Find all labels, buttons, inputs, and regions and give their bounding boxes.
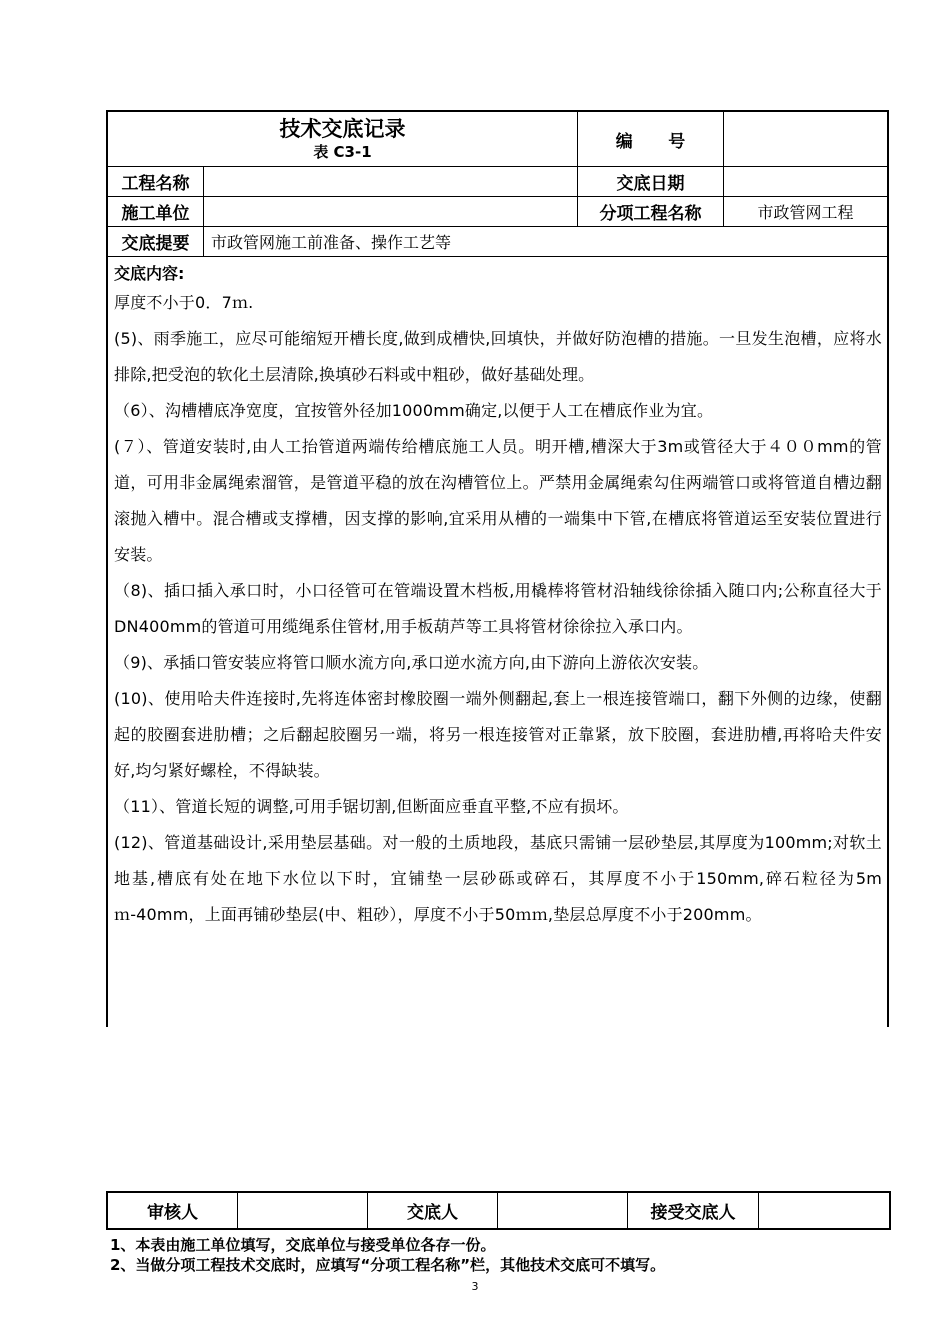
content-paragraph: （8)、插口插入承口时，小口径管可在管端设置木档板,用橇棒将管材沿轴线徐徐插入随口内;公称直径大于DN400mm的管道可用缆绳系住管材,用手板葫芦等工具将管材徐徐拉入承口内。 <box>114 581 882 636</box>
page-title: 技术交底记录 <box>279 117 406 141</box>
date-value[interactable] <box>724 167 887 196</box>
number-value[interactable] <box>724 112 887 166</box>
project-name-value[interactable] <box>208 167 577 196</box>
table-border-right <box>887 110 889 1027</box>
content-paragraph: (5)、雨季施工，应尽可能缩短开槽长度,做到成槽快,回填快，并做好防泡槽的措施。一旦发生泡槽，应将水排除,把受泡的软化土层清除,换填砂石料或中粗砂，做好基础处理。 <box>114 329 882 384</box>
footnote: 1、本表由施工单位填写，交底单位与接受单位各存一份。 <box>110 1236 496 1254</box>
contractor-label: 施工单位 <box>121 204 190 224</box>
content-paragraph: (７）、管道安装时,由人工抬管道两端传给槽底施工人员。明开槽,槽深大于3m或管径大于４００mm的管道，可用非金属绳索溜管，是管道平稳的放在沟槽管位上。严禁用金属绳索勾住两端管口或将管道自槽边翻滚抛入槽中。混合槽或支撑槽，因支撑的影响,宜采用从槽的一端集中下管,在槽底将管道运至安装位置进行安装。 <box>114 437 882 564</box>
subitem-value[interactable]: 市政管网工程 <box>757 203 854 222</box>
discloser-signature-field[interactable] <box>498 1193 627 1228</box>
content-paragraph: 厚度不小于0．7ｍ. <box>114 293 254 312</box>
receiver-signature-field[interactable] <box>759 1193 887 1228</box>
content-paragraph: (12)、管道基础设计,采用垫层基础。对一般的土质地段，基底只需铺一层砂垫层,其厚度为100mm;对软土地基,槽底有处在地下水位以下时，宜铺垫一层砂砾或碎石，其厚度不小于150mm,碎石粒径为5mｍ-40mm，上面再铺砂垫层(中、粗砂），厚度不小于50ｍｍ,垫层总厚度不小于200mm。 <box>114 833 882 924</box>
content-paragraph: （9)、承插口管安装应将管口顺水流方向,承口逆水流方向,由下游向上游依次安装。 <box>114 653 709 672</box>
reviewer-label: 审核人 <box>147 1203 198 1223</box>
subitem-label: 分项工程名称 <box>599 204 702 224</box>
contractor-value[interactable] <box>208 197 577 226</box>
footnote: 2、当做分项工程技术交底时，应填写“分项工程名称”栏，其他技术交底可不填写。 <box>110 1256 666 1274</box>
content-body <box>114 285 882 933</box>
content-paragraph: (10)、使用哈夫件连接时,先将连体密封橡胶圈一端外侧翻起,套上一根连接管端口，翻下外侧的边缘，使翻起的胶圈套进肋槽；之后翻起胶圈另一端，将另一根连接管对正靠紧，放下胶圈，套进肋槽,再将哈夫件安好,均匀紧好螺栓，不得缺装。 <box>114 689 882 780</box>
reviewer-signature-field[interactable] <box>238 1193 367 1228</box>
content-paragraph: （6）、沟槽槽底净宽度，宜按管外径加1000mm确定,以便于人工在槽底作业为宜。 <box>114 401 714 420</box>
form-code: 表 C3-1 <box>313 142 372 161</box>
project-name-label: 工程名称 <box>121 174 190 194</box>
receiver-label: 接受交底人 <box>650 1203 736 1223</box>
page-number: 3 <box>471 1279 479 1293</box>
summary-value[interactable]: 市政管网施工前准备、操作工艺等 <box>211 233 452 252</box>
number-label: 编 号 <box>615 131 686 152</box>
content-heading: 交底内容: <box>114 264 185 283</box>
date-label: 交底日期 <box>616 174 685 194</box>
discloser-label: 交底人 <box>407 1203 458 1223</box>
summary-label: 交底提要 <box>121 234 190 254</box>
row-divider <box>106 256 889 257</box>
content-paragraph: （11）、管道长短的调整,可用手锯切割,但断面应垂直平整,不应有损坏。 <box>114 797 629 816</box>
col-divider <box>203 166 204 256</box>
